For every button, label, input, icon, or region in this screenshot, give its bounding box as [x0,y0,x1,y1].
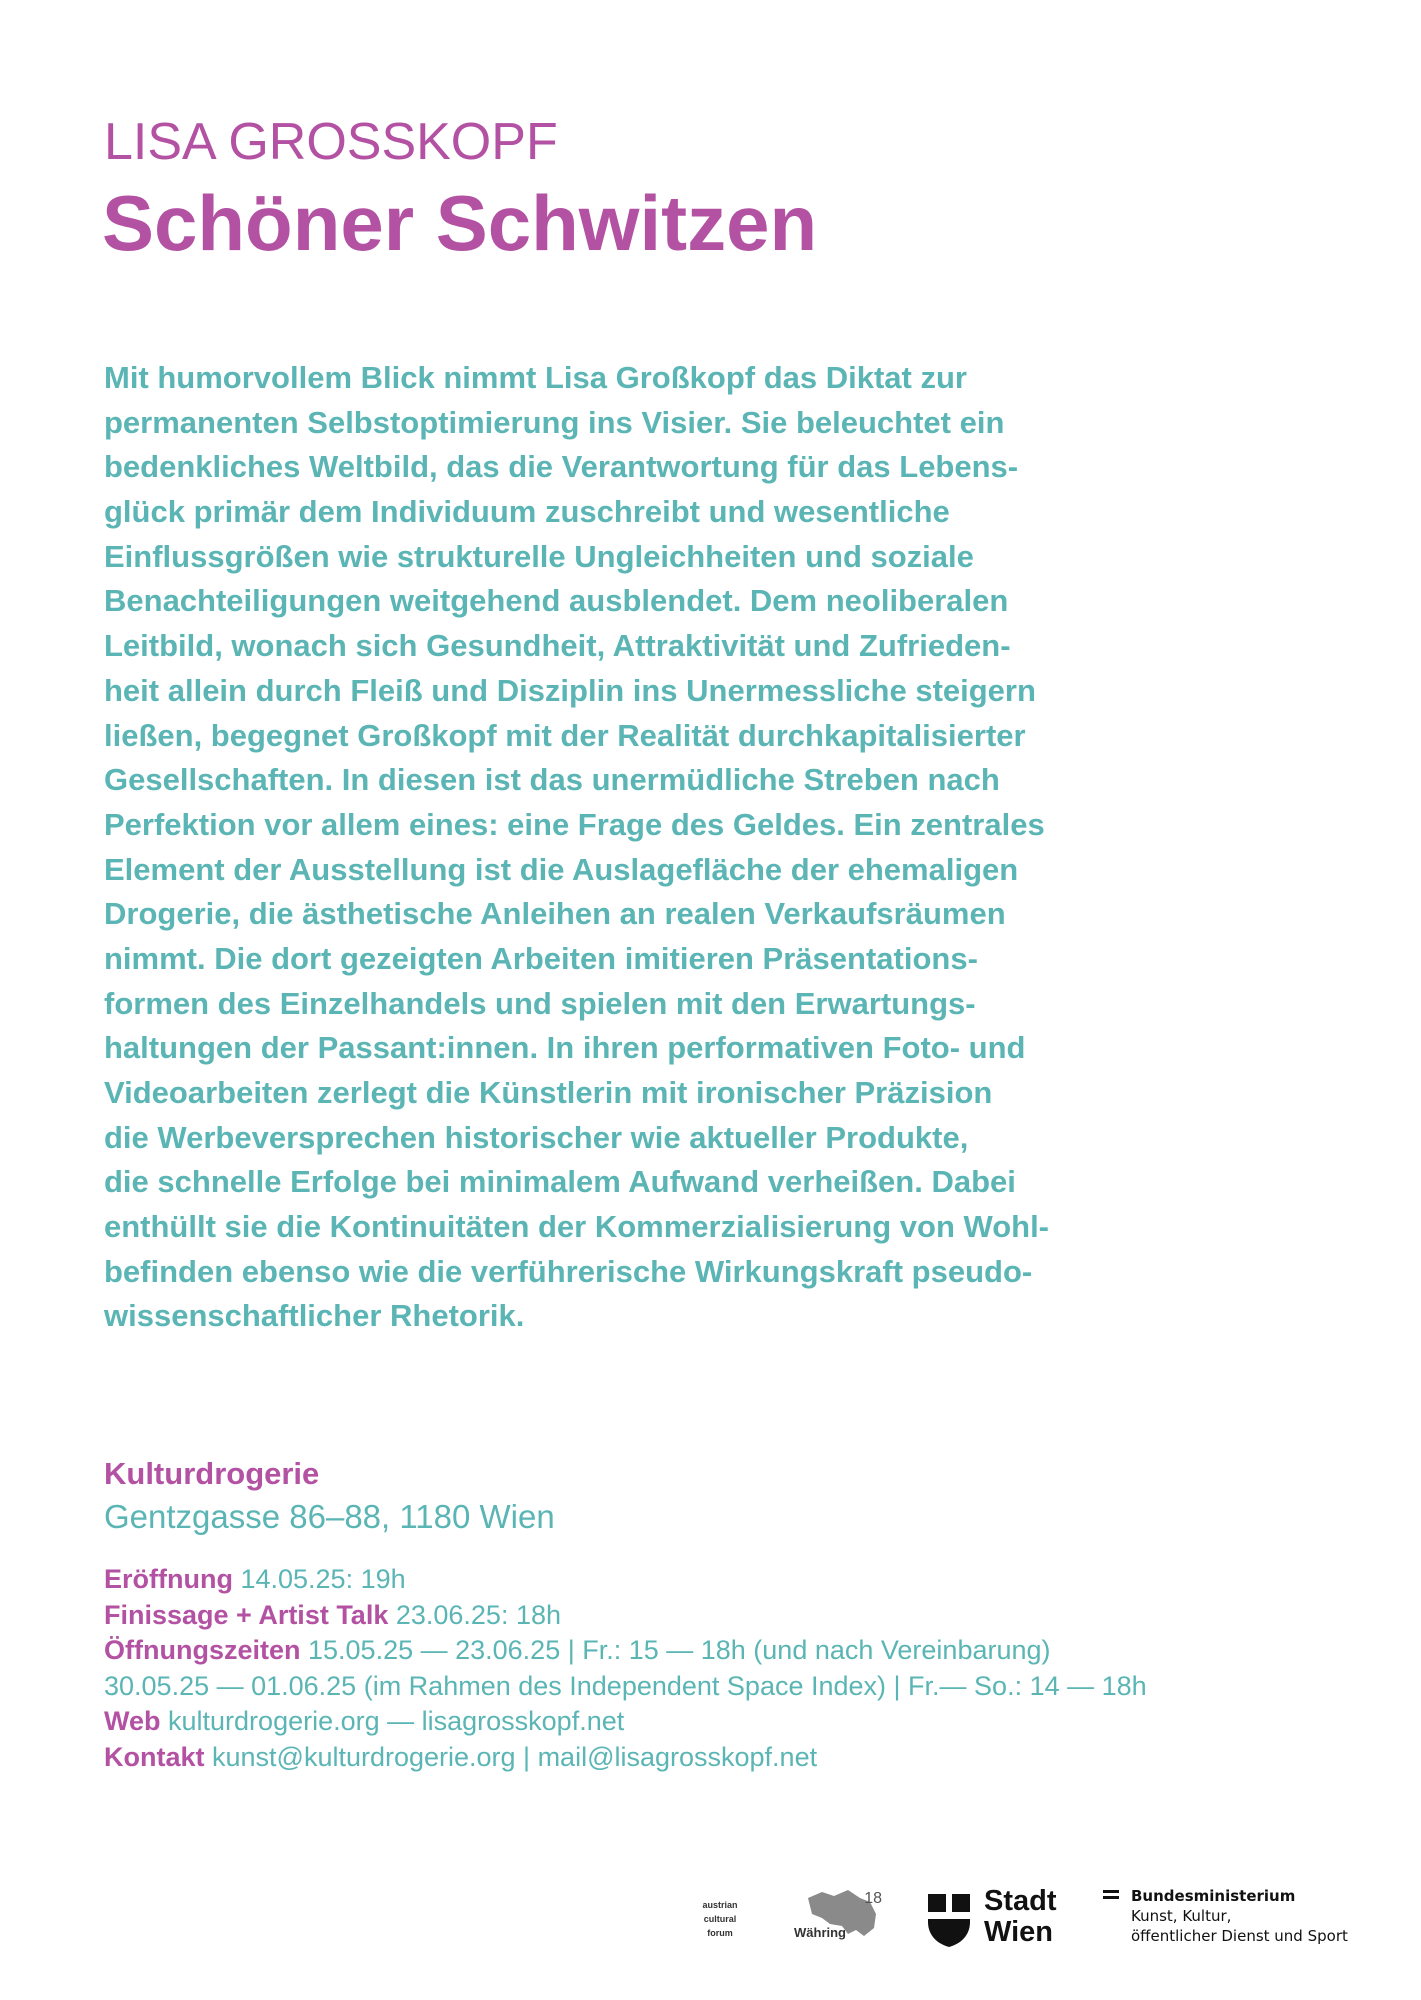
description-line: bedenkliches Weltbild, das die Verantwortung für das Lebens- [104,449,1019,485]
description-line: heit allein durch Fleiß und Disziplin ins Unermessliche steigern [104,672,1036,708]
web-row [104,1704,1147,1740]
austrian-cultural-forum-logo [680,1898,760,1940]
description-line: Gesellschaften. In diesen ist das unermüdliche Streben nach [104,762,1000,798]
event-info [104,1562,1147,1775]
description-line: formen des Einzelhandels und spielen mit den Erwartungs- [104,985,976,1021]
artist-name: LISA GROSSKOPF [104,113,558,171]
description-line: wissenschaftlicher Rhetorik. [104,1298,525,1334]
description-line: ließen, begegnet Großkopf mit der Realität durchkapitalisierter [104,717,1026,753]
acf-line: forum [707,1928,733,1938]
contact-emails[interactable]: kunst@kulturdrogerie.org | mail@lisagrosskopf.net [204,1741,818,1772]
austria-flag-icon [1103,1890,1119,1902]
contact-label: Kontakt [104,1741,205,1772]
acf-line: cultural [703,1914,737,1924]
description-line: Videoarbeiten zerlegt die Künstlerin mit ironischer Präzision [104,1075,993,1110]
description-line: permanenten Selbstoptimierung ins Visier. Sie beleuchtet ein [104,404,1005,440]
hours-extra-value: 30.05.25 — 01.06.25 (im Rahmen des Independent Space Index) | Fr.— So.: 14 — 18h [104,1670,1147,1701]
contact-row [104,1740,1147,1776]
waehring-name: Währing [794,1925,846,1940]
description-line: haltungen der Passant:innen. In ihren performativen Foto- und [104,1030,1026,1066]
description-line: glück primär dem Individuum zuschreibt und wesentliche [104,494,950,530]
description-line: Leitbild, wonach sich Gesundheit, Attraktivität und Zufrieden- [104,628,1011,664]
hours-row [104,1633,1147,1669]
description-line: Benachteiligungen weitgehend ausblendet. Dem neoliberalen [104,583,1009,619]
hours-extra-row [104,1669,1147,1705]
description-line: Einflussgrößen wie strukturelle Ungleichheiten und soziale [104,538,974,574]
bm-subtitle: öffentlicher Dienst und Sport [1131,1927,1348,1945]
web-links[interactable]: kulturdrogerie.org — lisagrosskopf.net [160,1706,625,1736]
finissage-label: Finissage + Artist Talk [104,1599,389,1630]
venue-name: Kulturdrogerie [104,1456,320,1491]
description-line: die Werbeversprechen historischer wie aktueller Produkte, [104,1119,969,1155]
wien-line: Wien [984,1916,1054,1948]
waehring-number: 18 [864,1890,882,1907]
description-line: Drogerie, die ästhetische Anleihen an realen Verkaufsräumen [104,896,1006,932]
opening-value: 14.05.25: 19h [232,1564,406,1594]
description-line: enthüllt sie die Kontinuitäten der Kommerzialisierung von Wohl- [104,1209,1050,1245]
bm-subtitle: Kunst, Kultur, [1131,1907,1232,1925]
acf-line: austrian [702,1900,738,1910]
hours-value: 15.05.25 — 23.06.25 | Fr.: 15 — 18h (und nach Vereinbarung) [300,1635,1051,1665]
wien-line: Stadt [984,1885,1057,1917]
description-line: nimmt. Die dort gezeigten Arbeiten imitieren Präsentations- [104,940,978,976]
bm-title: Bundesministerium [1131,1887,1296,1905]
venue-address: Gentzgasse 86–88, 1180 Wien [104,1498,555,1535]
description-text [104,356,1049,1339]
exhibition-title: Schöner Schwitzen [102,179,818,267]
stadt-wien-logo [926,1885,1076,1948]
wien-wordmark [984,1886,1057,1948]
hours-label: Öffnungszeiten [104,1635,301,1665]
description-line: befinden ebenso wie die verführerische Wirkungskraft pseudo- [104,1253,1033,1289]
description-line: Perfektion vor allem eines: eine Frage des Geldes. Ein zentrales [104,806,1045,842]
description-line: Element der Ausstellung ist die Auslagefläche der ehemaligen [104,851,1019,887]
waehring-logo [794,1880,894,1950]
sponsor-logos [0,1880,1421,1960]
wien-shield-icon [926,1892,972,1948]
finissage-value: 23.06.25: 18h [388,1599,561,1630]
web-label: Web [104,1706,161,1736]
finissage-row [104,1598,1147,1634]
description-line: die schnelle Erfolge bei minimalem Aufwand verheißen. Dabei [104,1164,1016,1200]
description-line: Mit humorvollem Blick nimmt Lisa Großkopf das Diktat zur [104,360,967,395]
opening-label: Eröffnung [104,1564,233,1594]
opening-row [104,1562,1147,1598]
